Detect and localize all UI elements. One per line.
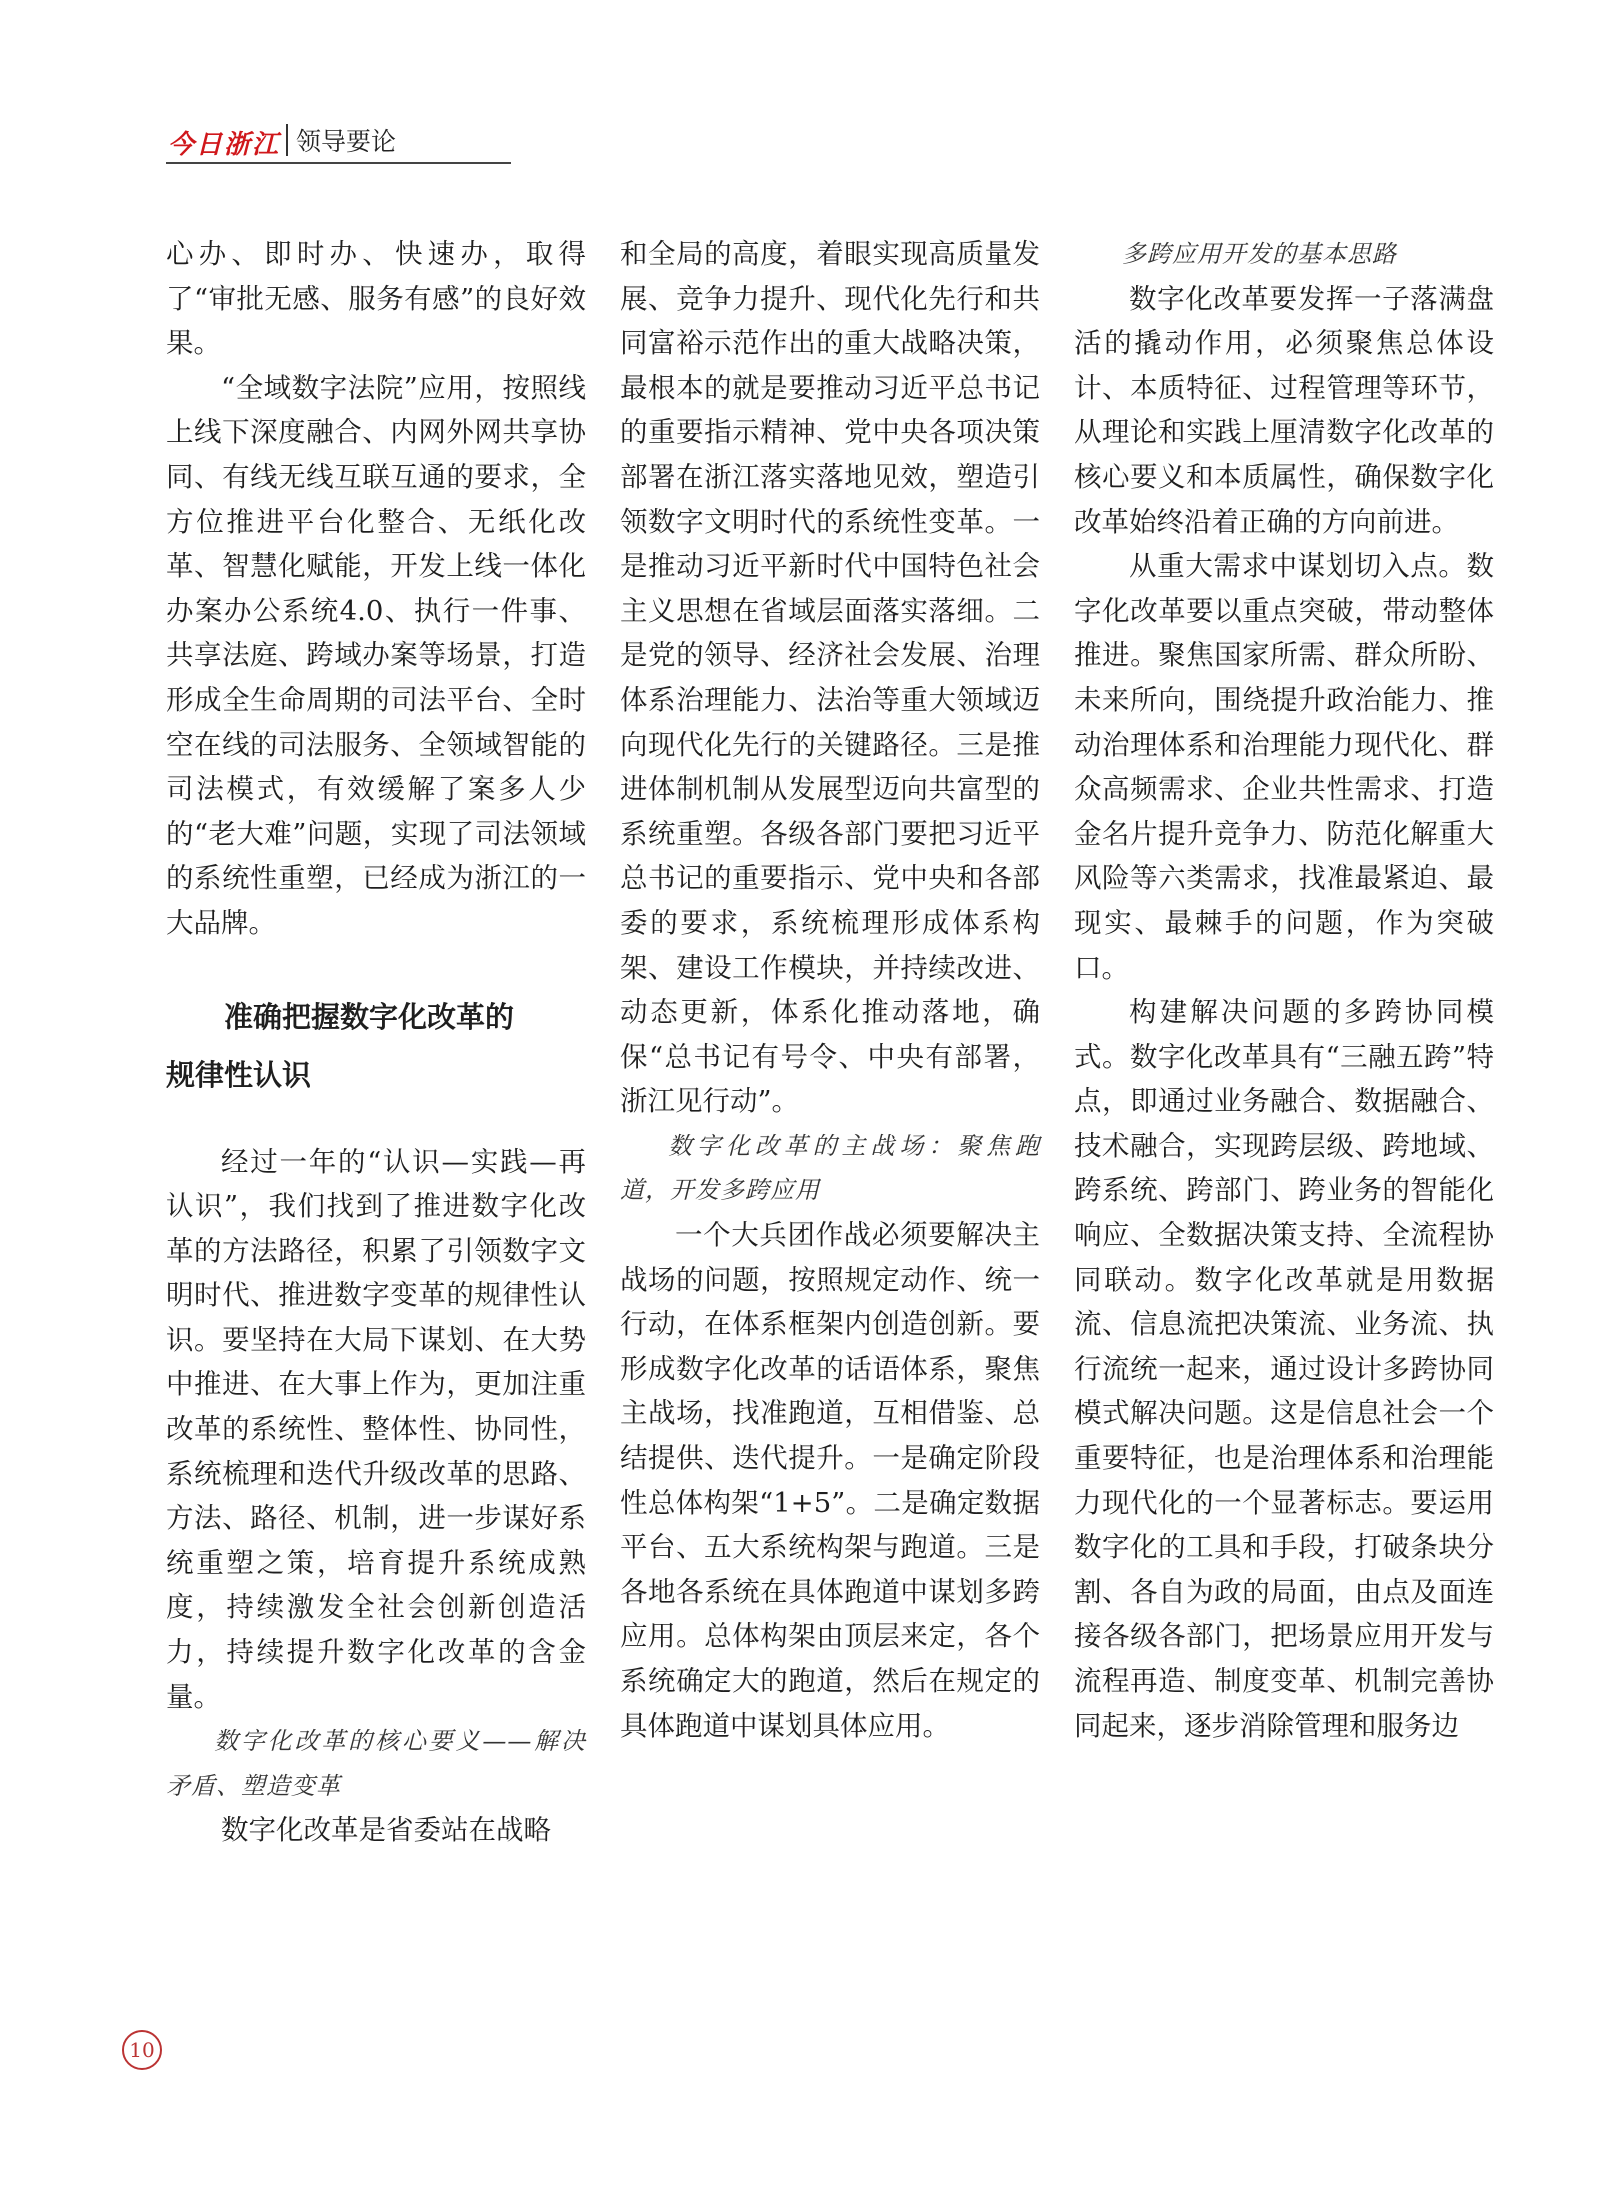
paragraph: 从重大需求中谋划切入点。数字化改革要以重点突破，带动整体推进。聚焦国家所需、群众所盼、未来所向，围绕提升政治能力、推动治理体系和治理能力现代化、群众高频需求、企业共性需求、打造金名片提升竞争力、防范化解重大风险等六类需求，找准最紧迫、最现实、最棘手的问题，作为突破口。 bbox=[1074, 550, 1494, 984]
paragraph: 心办、即时办、快速办，取得了“审批无感、服务有感”的良好效果。 bbox=[166, 238, 586, 360]
section-heading bbox=[166, 988, 586, 1104]
publication-logo: 今日浙江 bbox=[168, 130, 281, 160]
column-3 bbox=[1074, 232, 1494, 1748]
paragraph: “全域数字法院”应用，按照线上线下深度融合、内网外网共享协同、有线无线互联互通的要求，全方位推进平台化整合、无纸化改革、智慧化赋能，开发上线一体化办案办公系统4.0、执行一件事、共享法庭、跨域办案等场景，打造形成全生命周期的司法平台、全时空在线的司法服务、全领域智能的司法模式，有效缓解了案多人少的“老大难”问题，实现了司法领域的系统性重塑，已经成为浙江的一大品牌。 bbox=[166, 371, 586, 939]
page-number: 10 bbox=[122, 2030, 162, 2070]
paragraph: 和全局的高度，着眼实现高质量发展、竞争力提升、现代化先行和共同富裕示范作出的重大战略决策，最根本的就是要推动习近平总书记的重要指示精神、党中央各项决策部署在浙江落实落地见效，塑造引领数字文明时代的系统性变革。一是推动习近平新时代中国特色社会主义思想在省域层面落实落细。二是党的领导、经济社会发展、治理体系治理能力、法治等重大领域迈向现代化先行的关键路径。三是推进体制机制从发展型迈向共富型的系统重塑。各级各部门要把习近平总书记的重要指示、党中央和各部委的要求，系统梳理形成体系构架、建设工作模块，并持续改进、动态更新，体系化推动落地，确保“总书记有号令、中央有部署，浙江见行动”。 bbox=[620, 238, 1040, 1118]
heading-line-2: 规律性认识 bbox=[166, 1057, 312, 1092]
column-2 bbox=[620, 232, 1040, 1748]
column-1 bbox=[166, 232, 586, 1853]
subheading: 多跨应用开发的基本思路 bbox=[1122, 240, 1397, 268]
subheading: 数字化改革的主战场：聚焦跑道，开发多跨应用 bbox=[620, 1131, 1040, 1205]
paragraph: 数字化改革要发挥一子落满盘活的撬动作用，必须聚焦总体设计、本质特征、过程管理等环节，从理论和实践上厘清数字化改革的核心要义和本质属性，确保数字化改革始终沿着正确的方向前进。 bbox=[1074, 282, 1494, 538]
paragraph: 构建解决问题的多跨协同模式。数字化改革具有“三融五跨”特点，即通过业务融合、数据融合、技术融合，实现跨层级、跨地域、跨系统、跨部门、跨业务的智能化响应、全数据决策支持、全流程协同联动。数字化改革就是用数据流、信息流把决策流、业务流、执行流统一起来，通过设计多跨协同模式解决问题。这是信息社会一个重要特征，也是治理体系和治理能力现代化的一个显著标志。要运用数字化的工具和手段，打破条块分割、各自为政的局面，由点及面连接各级各部门，把场景应用开发与流程再造、制度变革、机制完善协同起来，逐步消除管理和服务边 bbox=[1074, 996, 1494, 1742]
subheading: 数字化改革的核心要义——解决矛盾、塑造变革 bbox=[166, 1727, 586, 1800]
heading-line-1: 准确把握数字化改革的 bbox=[224, 999, 515, 1034]
header-divider bbox=[286, 124, 288, 156]
page-header bbox=[166, 118, 511, 164]
paragraph: 经过一年的“认识—实践—再认识”，我们找到了推进数字化改革的方法路径，积累了引领数字文明时代、推进数字变革的规律性认识。要坚持在大局下谋划、在大势中推进、在大事上作为，更加注重改革的系统性、整体性、协同性，系统梳理和迭代升级改革的思路、方法、路径、机制，进一步谋好系统重塑之策，培育提升系统成熟度，持续激发全社会创新创造活力，持续提升数字化改革的含金量。 bbox=[166, 1145, 586, 1713]
paragraph: 数字化改革是省委站在战略 bbox=[221, 1814, 551, 1847]
section-name: 领导要论 bbox=[296, 127, 397, 156]
paragraph: 一个大兵团作战必须要解决主战场的问题，按照规定动作、统一行动，在体系框架内创造创新。要形成数字化改革的话语体系，聚焦主战场，找准跑道，互相借鉴、总结提供、迭代提升。一是确定阶段性总体构架“1+5”。二是确定数据平台、五大系统构架与跑道。三是各地各系统在具体跑道中谋划多跨应用。总体构架由顶层来定，各个系统确定大的跑道，然后在规定的具体跑道中谋划具体应用。 bbox=[620, 1219, 1040, 1742]
